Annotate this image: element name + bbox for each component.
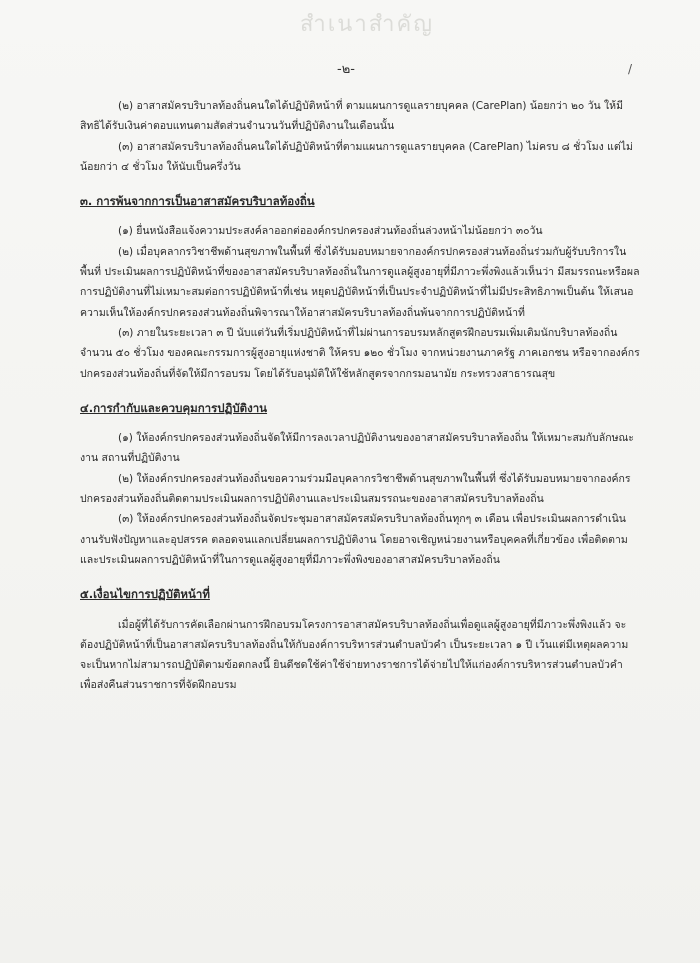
section3-item1: (๑) ยื่นหนังสือแจ้งความประสงค์ลาออกต่อองค์กรปกครองส่วนท้องถิ่นล่วงหน้าไม่น้อยกว่า ๓๐วัน xyxy=(118,225,543,238)
section2-item3: (๓) อาสาสมัครบริบาลท้องถิ่นคนใดได้ปฏิบัติหน้าที่ตามแผนการดูแลรายบุคคล (CarePlan) ไม่ครบ ๘ ชั่วโมง แต่ไม่น้อยกว่า ๔ ชั่วโมง ให้นับเป็นครึ่งวัน xyxy=(80,140,633,173)
section4-item3: (๓) ให้องค์กรปกครองส่วนท้องถิ่นจัดประชุมอาสาสมัครสมัครบริบาลท้องถิ่นทุกๆ ๓ เดือน เพื่อประเมินผลการดำเนินงานรับฟังปัญหาและอุปสรรค ตลอดจนแลกเปลี่ยนผลการปฏิบัติงาน โดยอาจเชิญหน่วยงานหรือบุคคลที่เกี่ยวข้อง เพื่อติดตามและประเมินผลการปฏิบัติหน้าที่ในการดูแลผู้สูงอายุที่มีภาวะพึ่งพิงของอาสาสมัครบริบาลท้องถิ่น xyxy=(80,513,628,566)
document-body xyxy=(80,96,640,696)
section5-heading: ๕.เงื่อนไขการปฏิบัติหน้าที่ xyxy=(80,587,210,602)
section5-body: เมื่อผู้ที่ได้รับการคัดเลือกผ่านการฝึกอบรมโครงการอาสาสมัครบริบาลท้องถิ่นเพื่อดูแลผู้สูงอายุที่มีภาวะพึ่งพิงแล้ว จะต้องปฏิบัติหน้าที่เป็นอาสาสมัครบริบาลท้องถิ่นให้กับองค์การบริหารส่วนตำบลบัวคำ เป็นระยะเวลา ๑ ปี เว้นแต่มีเหตุผลความจะเป็นหากไม่สามารถปฏิบัติตามข้อตกลงนี้ ยินดีชดใช้ค่าใช้จ่ายทางราชการได้จ่ายไปให้แก่องค์การบริหารส่วนตำบลบัวคำ เพื่อส่งคืนส่วนราชการที่จัดฝึกอบรม xyxy=(80,618,629,692)
section3-heading: ๓. การพ้นจากการเป็นอาสาสมัครบริบาลท้องถิ่น xyxy=(80,194,315,209)
section4-item1: (๑) ให้องค์กรปกครองส่วนท้องถิ่นจัดให้มีการลงเวลาปฏิบัติงานของอาสาสมัครบริบาลท้องถิ่น ให้เหมาะสมกับลักษณะงาน สถานที่ปฏิบัติงาน xyxy=(80,432,634,465)
section2-item2: (๒) อาสาสมัครบริบาลท้องถิ่นคนใดได้ปฏิบัติหน้าที่ ตามแผนการดูแลรายบุคคล (CarePlan) น้อยกว่า ๒๐ วัน ให้มีสิทธิได้รับเงินค่าตอบแทนตามสัดส่วนจำนวนวันที่ปฏิบัติงานในเดือนนั้น xyxy=(80,100,624,133)
section4-heading: ๔.การกำกับและควบคุมการปฏิบัติงาน xyxy=(80,400,268,415)
section4-item2: (๒) ให้องค์กรปกครองส่วนท้องถิ่นขอความร่วมมือบุคลากรวิชาชีพด้านสุขภาพในพื้นที่ ซึ่งได้รับมอบหมายจากองค์กรปกครองส่วนท้องถิ่นติดตามประเมินผลการปฏิบัติงานและประเมินสมรรถนะของอาสาสมัครบริบาลท้องถิ่น xyxy=(80,472,631,506)
section3-item3: (๓) ภายในระยะเวลา ๓ ปี นับแต่วันที่เริ่มปฏิบัติหน้าที่ไม่ผ่านการอบรมหลักสูตรฝึกอบรมเพิ่มเติมนักบริบาลท้องถิ่น จำนวน ๕๐ ชั่วโมง ของคณะกรรมการผู้สูงอายุแห่งชาติ ให้ครบ ๑๒๐ ชั่วโมง จากหน่วยงานภาครัฐ ภาคเอกชน หรือจากองค์กรปกครองส่วนท้องถิ่นที่จัดให้มีการอบรม โดยได้รับอนุมัติให้ใช้หลักสูตรจากกรมอนามัย กระทรวงสาธารณสุข xyxy=(80,326,640,380)
page-number: -๒- xyxy=(337,62,355,77)
faded-stamp: สำเนาสำคัญ xyxy=(300,12,434,37)
section3-item2: (๒) เมื่อบุคลากรวิชาชีพด้านสุขภาพในพื้นที่ ซึ่งได้รับมอบหมายจากองค์กรปกครองส่วนท้องถิ่นร่วมกับผู้รับบริการในพื้นที่ ประเมินผลการปฏิบัติหน้าที่ของอาสาสมัครบริบาลท้องถิ่นในการดูแลผู้สูงอายุที่มีภาวะพึ่งพิงแล้วเห็นว่า มีสมรรถนะหรือผลการปฏิบัติงานที่ไม่เหมาะสมต่อการปฏิบัติหน้าที่เช่น หยุดปฏิบัติหน้าที่เป็นประจำปฏิบัติหน้าที่ไม่มีประสิทธิภาพเป็นต้น ให้เสนอความเห็นให้องค์กรปกครองส่วนท้องถิ่นพิจารณาให้อาสาสมัครบริบาลท้องถิ่นพ้นจากการปฏิบัติหน้าที่ xyxy=(80,245,640,319)
corner-mark: / xyxy=(628,62,633,76)
